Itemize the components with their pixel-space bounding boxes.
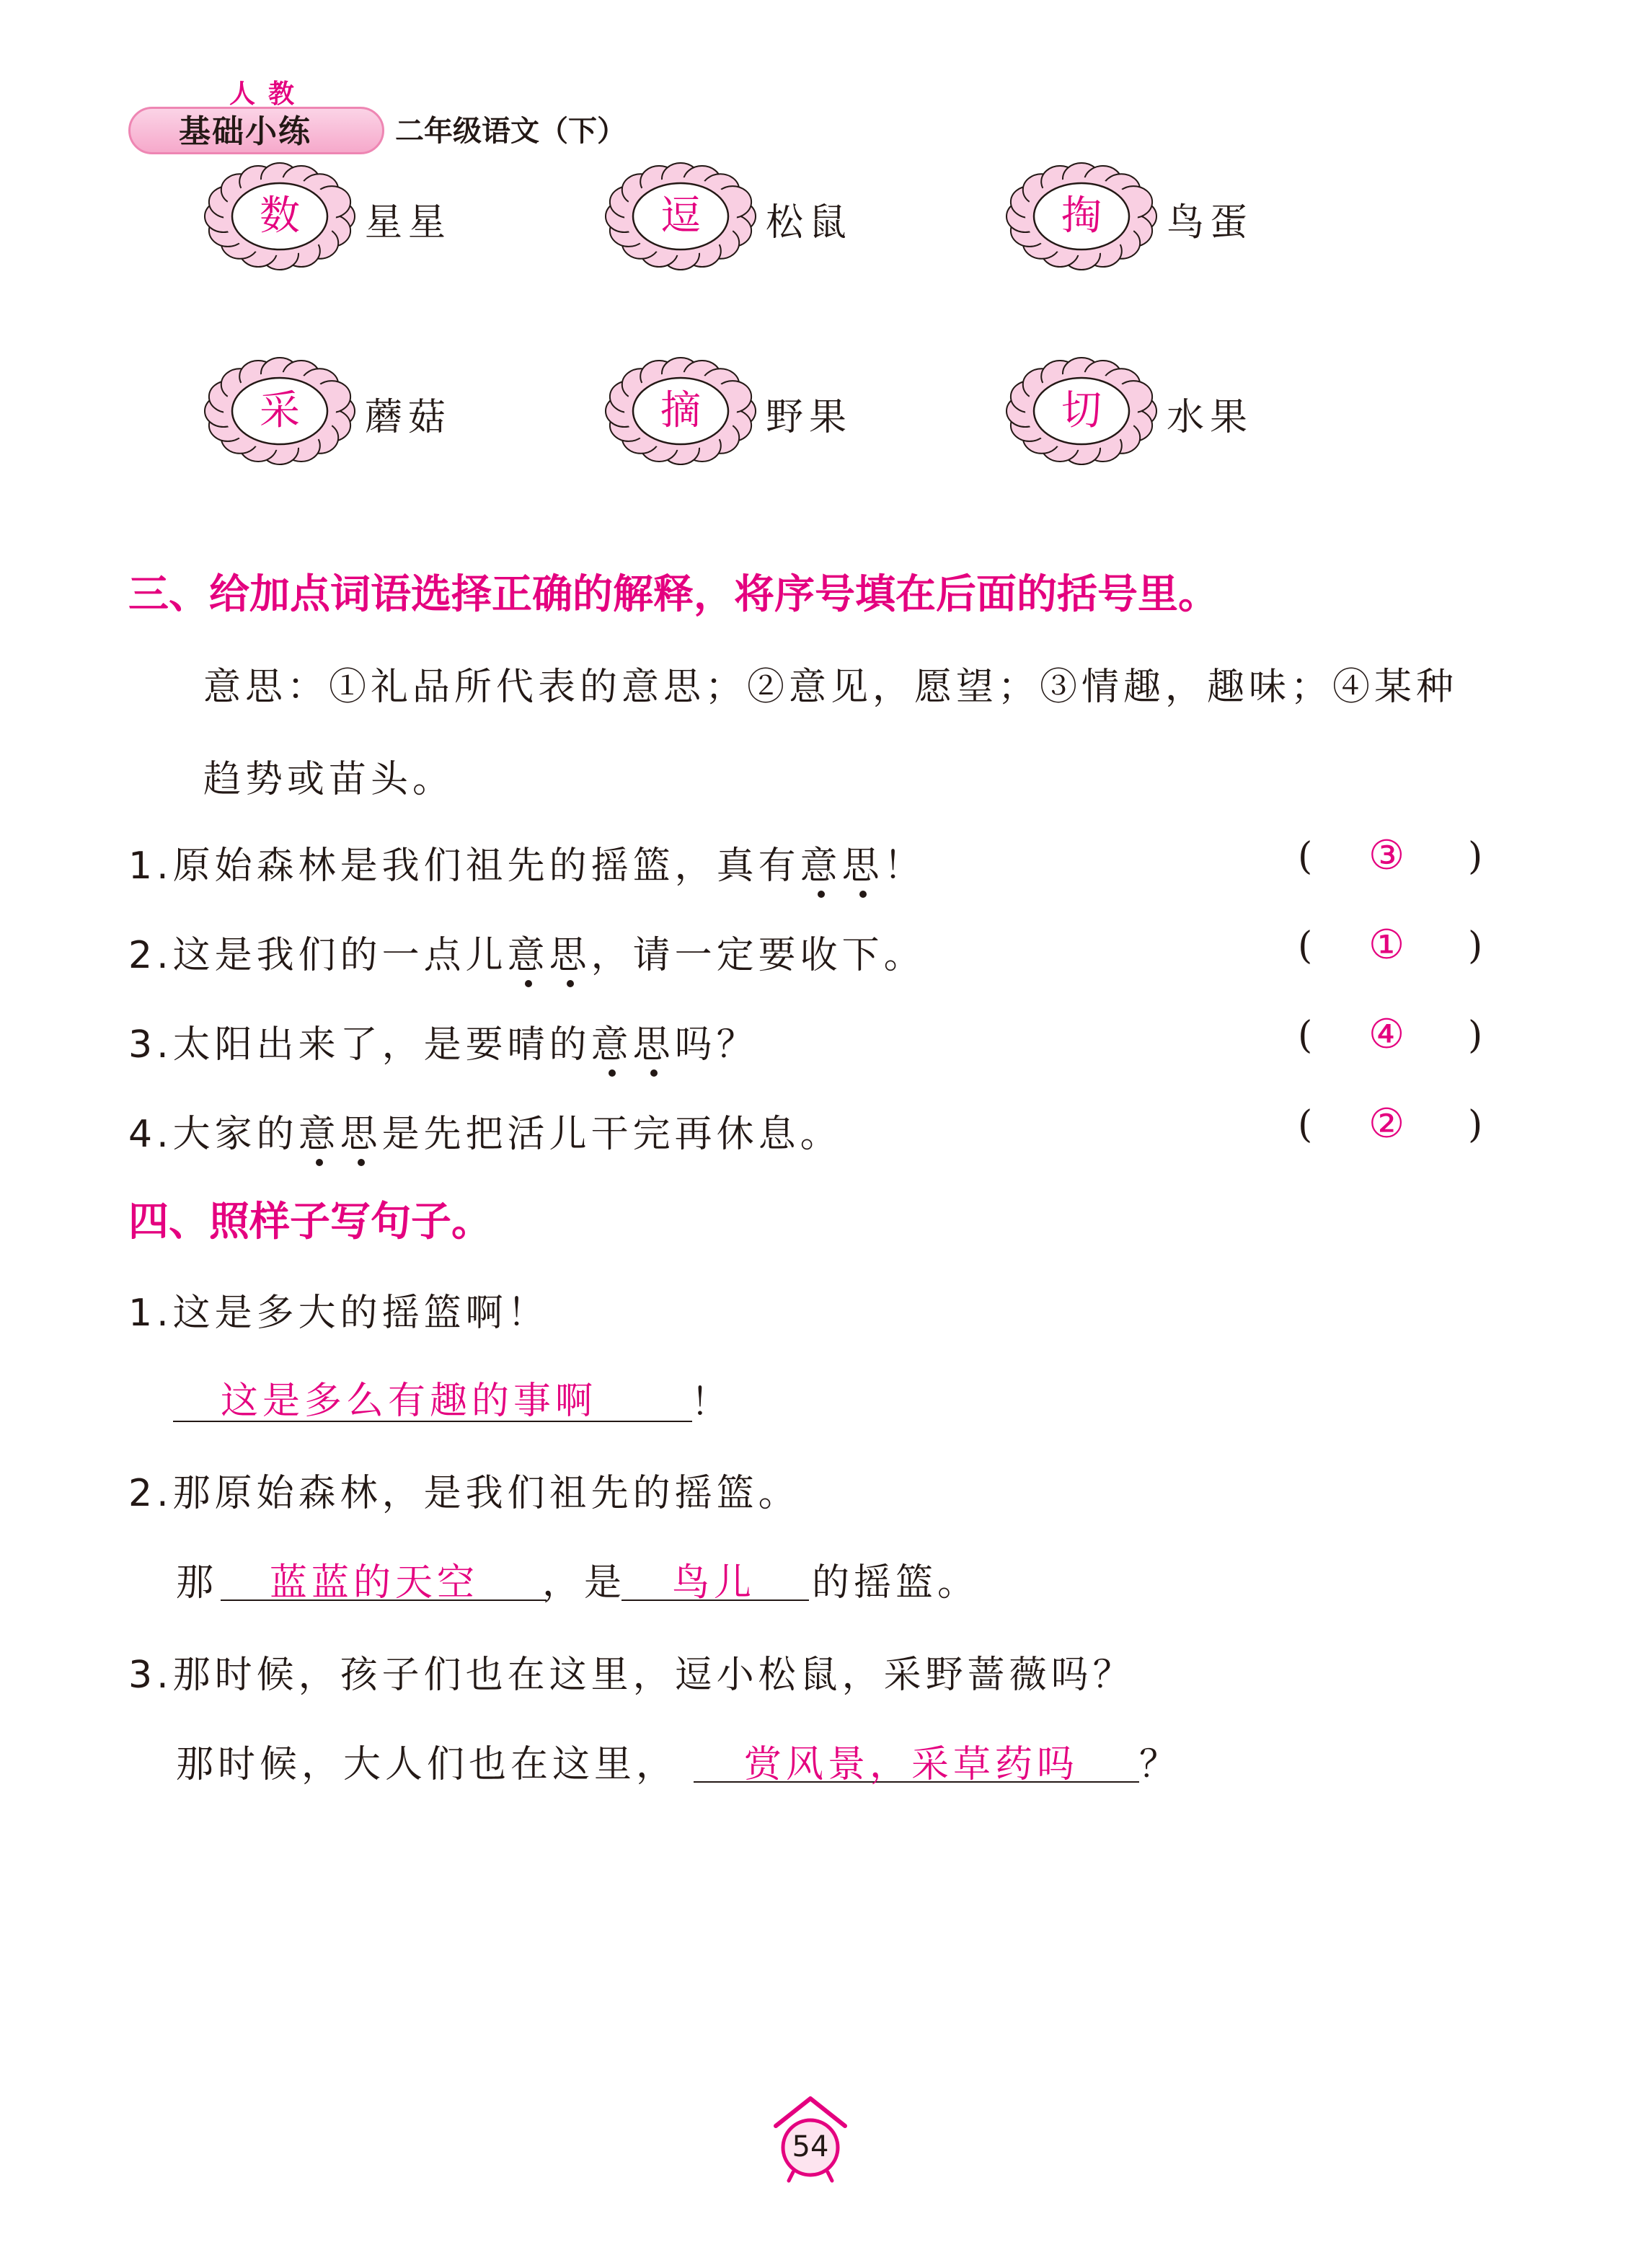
question-number: 3.	[128, 1023, 173, 1067]
question-text: 这是我们的一点儿意思，请一定要收下。	[172, 934, 926, 977]
q3-end-mark: ？	[1139, 1743, 1182, 1786]
book-title: 基础小练	[179, 113, 311, 150]
definition-line-1: 意思：①礼品所代表的意思；②意见，愿望；③情趣，趣味；④某种	[203, 666, 1459, 709]
q3-answer: 赏风景，采草药吗	[744, 1743, 1079, 1786]
q3-prefix: 那时候，大人们也在这里，	[176, 1743, 678, 1786]
question-text: 原始森林是我们祖先的摇篮，真有意思！	[172, 844, 926, 888]
question-text: 太阳出来了，是要晴的意思吗？	[172, 1023, 758, 1067]
emphasis-dot	[818, 891, 825, 898]
question-item	[128, 1103, 842, 1157]
q1-answer: 这是多么有趣的事啊	[221, 1380, 598, 1423]
flower-object-word: 鸟蛋	[1167, 201, 1254, 244]
q2-middle: ，是	[542, 1561, 627, 1605]
emphasis-dot	[609, 1069, 616, 1077]
question-number: 2.	[128, 934, 173, 977]
emphasis-dot	[316, 1159, 323, 1166]
answer-paren-close: )	[1468, 1014, 1483, 1057]
question-number: 4.	[128, 1113, 173, 1156]
q1-example: 1.这是多大的摇篮啊！	[128, 1292, 549, 1335]
flower-object-word: 星星	[365, 201, 452, 244]
question-item	[128, 925, 926, 979]
q2-answer-1: 蓝蓝的天空	[270, 1561, 479, 1605]
answer-choice: ②	[1368, 1100, 1405, 1147]
q2-example: 2.那原始森林，是我们祖先的摇篮。	[128, 1472, 800, 1515]
section4-title: 四、照样子写句子。	[128, 1199, 492, 1245]
emphasis-dot	[525, 980, 532, 987]
emphasis-dot	[650, 1069, 658, 1077]
definition-line-2: 趋势或苗头。	[203, 758, 455, 801]
question-item	[128, 835, 926, 889]
flower-badge	[601, 159, 760, 274]
page-number-badge	[767, 2091, 854, 2185]
flower-badge	[1002, 159, 1161, 274]
flower-object-word: 野果	[766, 396, 853, 439]
page-number: 54	[792, 2130, 829, 2163]
publisher-tag: 人教	[229, 79, 308, 109]
flower-badge	[200, 159, 359, 274]
grade-subject: 二年级语文（下）	[395, 115, 626, 148]
answer-paren-close: )	[1468, 1103, 1483, 1147]
q2-prefix: 那	[176, 1561, 218, 1605]
answer-choice: ④	[1368, 1011, 1405, 1058]
flower-object-word: 蘑菇	[365, 396, 452, 439]
question-item	[128, 1014, 758, 1068]
q3-example: 3.那时候，孩子们也在这里，逗小松鼠，采野蔷薇吗？	[128, 1654, 1135, 1697]
answer-paren-open: (	[1298, 1014, 1313, 1057]
question-number: 1.	[128, 844, 173, 888]
flower-object-word: 松鼠	[766, 201, 853, 244]
answer-paren-close: )	[1468, 925, 1483, 968]
answer-paren-open: (	[1298, 1103, 1313, 1147]
flower-verb: 掏	[1061, 193, 1102, 239]
q2-answer-2: 鸟儿	[672, 1561, 756, 1605]
flower-object-word: 水果	[1167, 396, 1254, 439]
emphasis-dot	[567, 980, 574, 987]
question-text: 大家的意思是先把活儿干完再休息。	[172, 1113, 842, 1156]
flower-badge	[601, 353, 760, 469]
flower-verb: 数	[260, 193, 300, 239]
flower-verb: 逗	[660, 193, 701, 239]
answer-paren-close: )	[1468, 835, 1483, 878]
answer-paren-open: (	[1298, 925, 1313, 968]
answer-paren-open: (	[1298, 835, 1313, 878]
answer-choice: ③	[1368, 832, 1405, 879]
flower-verb: 采	[260, 387, 300, 434]
flower-verb: 摘	[660, 387, 701, 434]
q2-suffix: 的摇篮。	[812, 1561, 980, 1605]
section3-title: 三、给加点词语选择正确的解释，将序号填在后面的括号里。	[128, 571, 1218, 618]
answer-choice: ①	[1368, 922, 1405, 968]
q1-end-mark: ！	[691, 1381, 733, 1424]
flower-badge	[1002, 353, 1161, 469]
emphasis-dot	[859, 891, 867, 898]
flower-verb: 切	[1061, 387, 1102, 434]
emphasis-dot	[358, 1159, 365, 1166]
flower-badge	[200, 353, 359, 469]
